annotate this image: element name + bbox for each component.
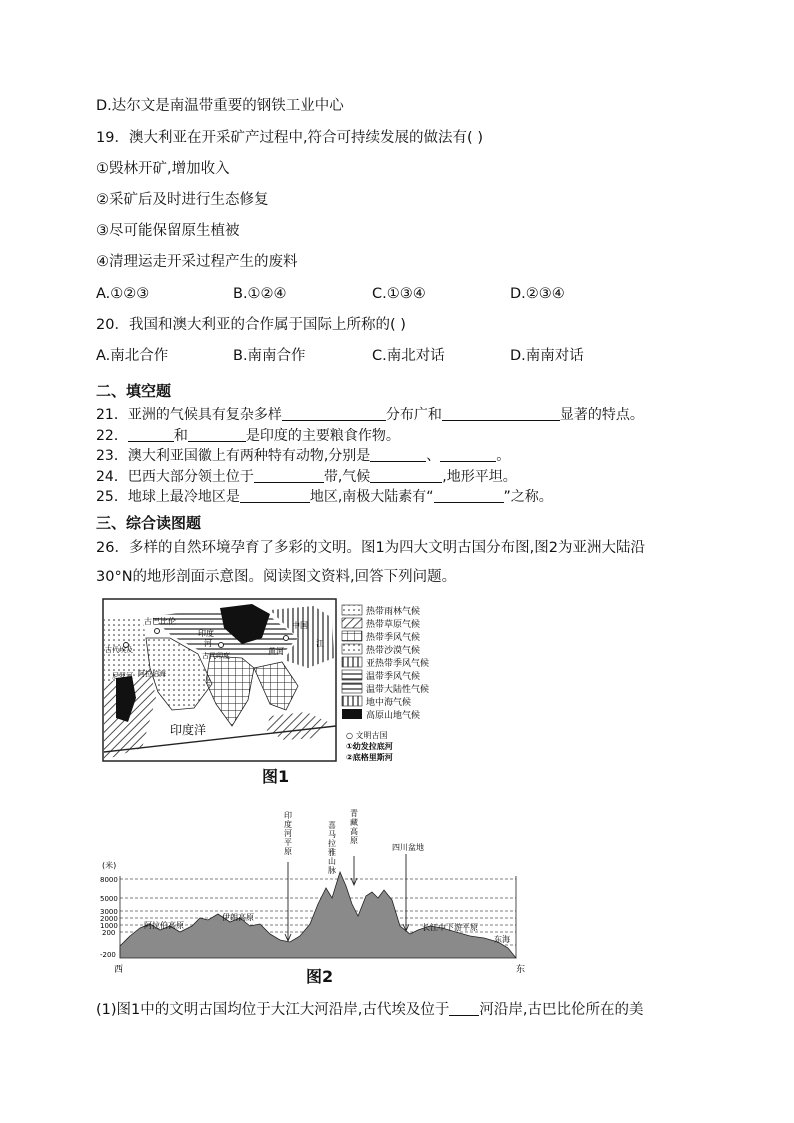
q20-option-c: C.南北对话 <box>372 348 445 364</box>
q20-option-a: A.南北合作 <box>96 348 169 364</box>
q19-item-4: ④清理运走开采过程产生的废料 <box>96 254 298 270</box>
legend-highland: 高原山地气候 <box>366 711 421 721</box>
label-arabian-plateau: 阿拉伯高原 <box>144 921 184 930</box>
label-nile: 尼罗河 <box>112 672 133 680</box>
label-yangtze-plain: 长江中下游平原 <box>422 923 478 932</box>
q25-blank-2[interactable] <box>434 488 504 503</box>
figure1-caption: 图1 <box>262 767 290 786</box>
figure2-profile <box>100 808 530 978</box>
label-india: 印度 <box>198 629 214 638</box>
label-indus-plain: 印度河平原 <box>284 811 292 856</box>
q22-blank-2[interactable] <box>188 427 246 442</box>
label-east-sea: 东海 <box>494 935 510 944</box>
q26-sub1: (1)图1中的文明古国均位于大江大河沿岸,古代埃及位于 河沿岸,古巴比伦所在的美 <box>96 1002 644 1018</box>
section-map-title: 三、综合读图题 <box>96 514 202 532</box>
terrain-profile <box>120 872 516 958</box>
q19-item-2: ②采矿后及时进行生态修复 <box>96 192 269 208</box>
q23-blank-2[interactable] <box>440 447 496 462</box>
q19-option-b: B.①②④ <box>233 286 287 302</box>
q26-stem-line2: 30°N的地形剖面示意图。阅读图文资料,回答下列问题。 <box>96 569 457 585</box>
q21-blank-2[interactable] <box>442 406 560 421</box>
figure1-legend <box>342 605 429 762</box>
y-unit: (米) <box>102 861 117 870</box>
q25: 25．地球上最冷地区是 地区,南极大陆素有“ ”之称。 <box>96 489 553 505</box>
q25-blank-1[interactable] <box>240 488 310 503</box>
figure2-caption: 图2 <box>306 967 334 986</box>
q18-option-d: D.达尔文是南温带重要的钢铁工业中心 <box>96 98 344 114</box>
legend-mediterranean: 地中海气候 <box>366 698 412 708</box>
q24: 24．巴西大部分领土位于 带,气候 ,地形平坦。 <box>96 469 517 485</box>
q21: 21．亚洲的气候具有复杂多样 分布广和 显著的特点。 <box>96 407 644 423</box>
label-iran-plateau: 伊朗高原 <box>222 913 254 922</box>
label-china: 中国 <box>292 621 308 630</box>
q26-stem-line1: 26．多样的自然环境孕育了多彩的文明。图1为四大文明古国分布图,图2为亚洲大陆沿 <box>96 540 646 556</box>
q19-item-3: ③尽可能保留原生植被 <box>96 223 240 239</box>
label-sichuan-basin: 四川盆地 <box>392 843 424 852</box>
q20-option-b: B.南南合作 <box>233 348 306 364</box>
q20-option-d: D.南南对话 <box>510 348 584 364</box>
legend-civilization: ○ 文明古国 <box>346 731 388 740</box>
q19-item-1: ①毁林开矿,增加收入 <box>96 161 230 177</box>
ytick-3000: 3000 <box>100 908 118 916</box>
figure1-map <box>102 598 454 764</box>
label-babylon: 古巴比伦 <box>144 617 176 626</box>
label-west: 西 <box>114 965 124 975</box>
ytick-1000: 1000 <box>100 922 118 930</box>
q22-blank-1[interactable] <box>128 427 174 442</box>
legend-subtropical-monsoon: 亚热带季风气候 <box>366 659 430 669</box>
legend-euphrates: ①幼发拉底河 <box>346 742 393 751</box>
legend-rainforest: 热带雨林气候 <box>366 607 421 617</box>
q22: 22． 和 是印度的主要粮食作物。 <box>96 428 400 444</box>
label-changjiang: 江 <box>316 639 324 648</box>
legend-desert: 热带沙漠气候 <box>366 646 421 656</box>
label-egypt: 古代埃及 <box>105 646 133 654</box>
ytick-200: 200 <box>102 929 116 937</box>
legend-continental: 温带大陆性气候 <box>366 685 430 695</box>
q23-blank-1[interactable] <box>370 447 426 462</box>
legend-savanna: 热带草原气候 <box>366 620 421 630</box>
q26-sub1-blank[interactable] <box>449 1001 479 1016</box>
q19-option-d: D.②③④ <box>510 286 565 302</box>
q24-blank-1[interactable] <box>254 468 324 483</box>
label-ancient-india: 古代印度 <box>202 652 230 660</box>
label-indian-ocean: 印度洋 <box>170 723 207 737</box>
label-tibet: 青藏高原 <box>350 809 358 845</box>
q24-blank-2[interactable] <box>370 468 442 483</box>
section-fill-title: 二、填空题 <box>96 382 172 400</box>
q20-stem: 20．我国和澳大利亚的合作属于国际上所称的( ) <box>96 317 406 333</box>
q19-stem: 19．澳大利亚在开采矿产过程中,符合可持续发展的做法有( ) <box>96 130 483 146</box>
q21-blank-1[interactable] <box>282 406 386 421</box>
label-east: 东 <box>516 965 526 975</box>
ytick-2000: 2000 <box>100 915 118 923</box>
q19-option-a: A.①②③ <box>96 286 150 302</box>
label-himalaya: 喜马拉雅山脉 <box>328 821 336 875</box>
label-indus: 河 <box>204 639 212 648</box>
q23: 23．澳大利亚国徽上有两种特有动物,分别是 、 。 <box>96 448 511 464</box>
legend-temperate-monsoon: 温带季风气候 <box>366 672 421 682</box>
ytick-5000: 5000 <box>100 895 118 903</box>
label-huanghe: 黄河 <box>268 647 284 656</box>
label-arabian-sea: 阿拉伯海 <box>138 670 166 678</box>
ytick-minus200: -200 <box>100 951 116 959</box>
legend-tropical-monsoon: 热带季风气候 <box>366 633 421 643</box>
q19-option-c: C.①③④ <box>372 286 426 302</box>
legend-tigris: ②底格里斯河 <box>346 753 393 762</box>
ytick-8000: 8000 <box>100 876 118 884</box>
